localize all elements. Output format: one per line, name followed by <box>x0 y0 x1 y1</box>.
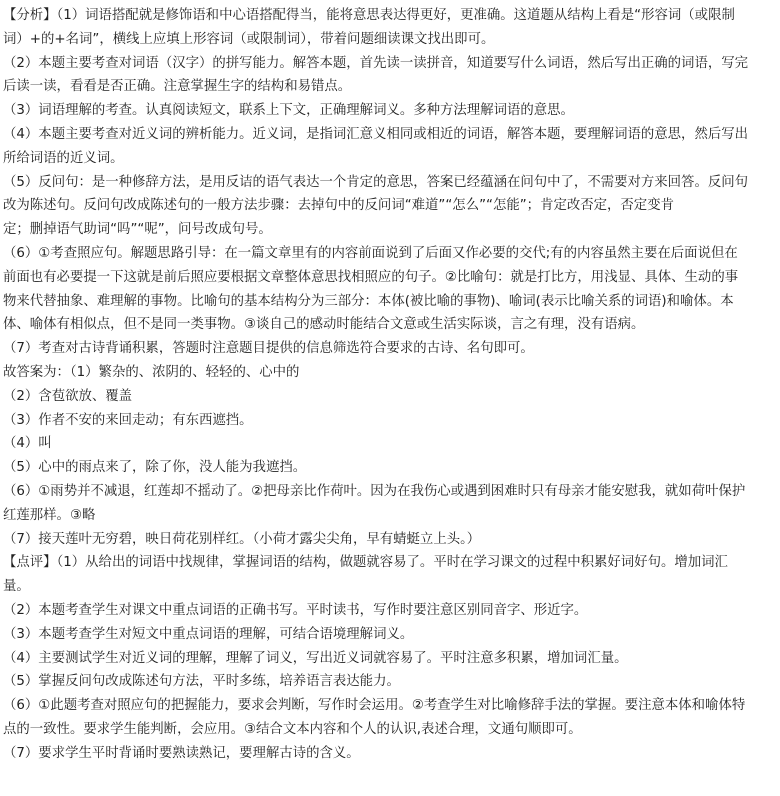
text-line: （4）叫 <box>3 436 52 452</box>
text-line: （7）考查对古诗背诵积累，答题时注意题目提供的信息筛选符合要求的古诗、名句即可。 <box>3 341 534 357</box>
text-line: （7）要求学生平时背诵时要熟读熟记，要理解古诗的含义。 <box>3 745 360 761</box>
text-line: 点的一致性。要求学生能判断，会应用。③结合文本内容和个人的认识,表述合理，文通句顺即可。 <box>3 721 582 737</box>
text-line: （3）本题考查学生对短文中重点词语的理解，可结合语境理解词义。 <box>3 626 414 642</box>
text-line: （3）作者不安的来回走动；有东西遮挡。 <box>3 412 253 428</box>
text-line: 体、喻体有相似点，但不是同一类事物。③谈自己的感动时能结合文意或生活实际谈，言之有理，没有语病。 <box>3 317 645 333</box>
text-line: 物来代替抽象、难理解的事物。比喻句的基本结构分为三部分：本体(被比喻的事物)、喻词(表示比喻关系的词语)和喻体。本 <box>3 293 734 309</box>
text-line: 定；删掉语气助词“吗”“呢”，问号改成句号。 <box>3 222 272 238</box>
text-line: 【分析】（1）词语搭配就是修饰语和中心语搭配得当，能将意思表达得更好，更准确。这道题从结构上看是“形容词（或限制 <box>3 8 735 23</box>
text-line: （4）主要测试学生对近义词的理解，理解了词义，写出近义词就容易了。平时注意多积累，增加词汇量。 <box>3 650 628 666</box>
text-line: （6）①考查照应句。解题思路引导：在一篇文章里有的内容前面说到了后面又作必要的交代;有的内容虽然主要在后面说但在 <box>3 245 738 261</box>
text-line: （5）心中的雨点来了，除了你，没人能为我遮挡。 <box>3 460 307 476</box>
text-line: 改为陈述句。反问句改成陈述句的一般方法步骤：去掉句中的反问词“难道”“怎么”“怎能”；肯定改否定，否定变肯 <box>3 198 674 214</box>
text-line: 故答案为：（1）繁杂的、浓阴的、轻轻的、心中的 <box>3 364 300 380</box>
text-line: （6）①此题考查对照应句的把握能力，要求会判断，写作时会运用。②考查学生对比喻修辞手法的掌握。要注意本体和喻体特 <box>3 698 746 714</box>
text-line: 后读一读，看看是否正确。注意掌握生字的结构和易错点。 <box>3 79 352 95</box>
text-line: 量。 <box>3 579 30 595</box>
text-line: （2）本题主要考查对词语（汉字）的拼写能力。解答本题，首先读一读拼音，知道要写什么词语，然后写出正确的词语，写完 <box>3 55 748 71</box>
text-line: （7）接天莲叶无穷碧，映日荷花别样红。（小荷才露尖尖角，早有蜻蜓立上头。） <box>3 531 481 547</box>
text-line: （3）词语理解的考查。认真阅读短文，联系上下文，正确理解词义。多种方法理解词语的意思。 <box>3 103 574 119</box>
text-line: （5）掌握反问句改成陈述句方法，平时多练，培养语言表达能力。 <box>3 674 400 690</box>
document-page <box>0 4 780 796</box>
text-line: （6）①雨势并不减退，红莲却不摇动了。②把母亲比作荷叶。因为在我伤心或遇到困难时只有母亲才能安慰我，就如荷叶保护 <box>3 483 746 499</box>
text-line: （4）本题主要考查对近义词的辨析能力。近义词，是指词汇意义相同或相近的词语，解答本题，要理解词语的意思，然后写出 <box>3 126 748 142</box>
text-line: 【点评】（1）从给出的词语中找规律，掌握词语的结构，做题就容易了。平时在学习课文的过程中积累好词好句。增加词汇 <box>3 555 728 571</box>
text-line: 词）+的+名词”，横线上应填上形容词（或限制词），带着问题细读课文找出即可。 <box>3 31 495 47</box>
text-line: （5）反问句：是一种修辞方法，是用反诘的语气表达一个肯定的意思，答案已经蕴涵在问句中了，不需要对方来回答。反问句 <box>3 174 748 190</box>
text-line: 红莲那样。③略 <box>3 507 96 523</box>
text-line: 前面也有必要提一下这就是前后照应要根据文章整体意思找相照应的句子。②比喻句：就是打比方，用浅显、具体、生动的事 <box>3 269 739 285</box>
text-line: 所给词语的近义词。 <box>3 150 124 166</box>
text-line: （2）含苞欲放、覆盖 <box>3 388 133 404</box>
text-line: （2）本题考查学生对课文中重点词语的正确书写。平时读书，写作时要注意区别同音字、形近字。 <box>3 602 588 618</box>
